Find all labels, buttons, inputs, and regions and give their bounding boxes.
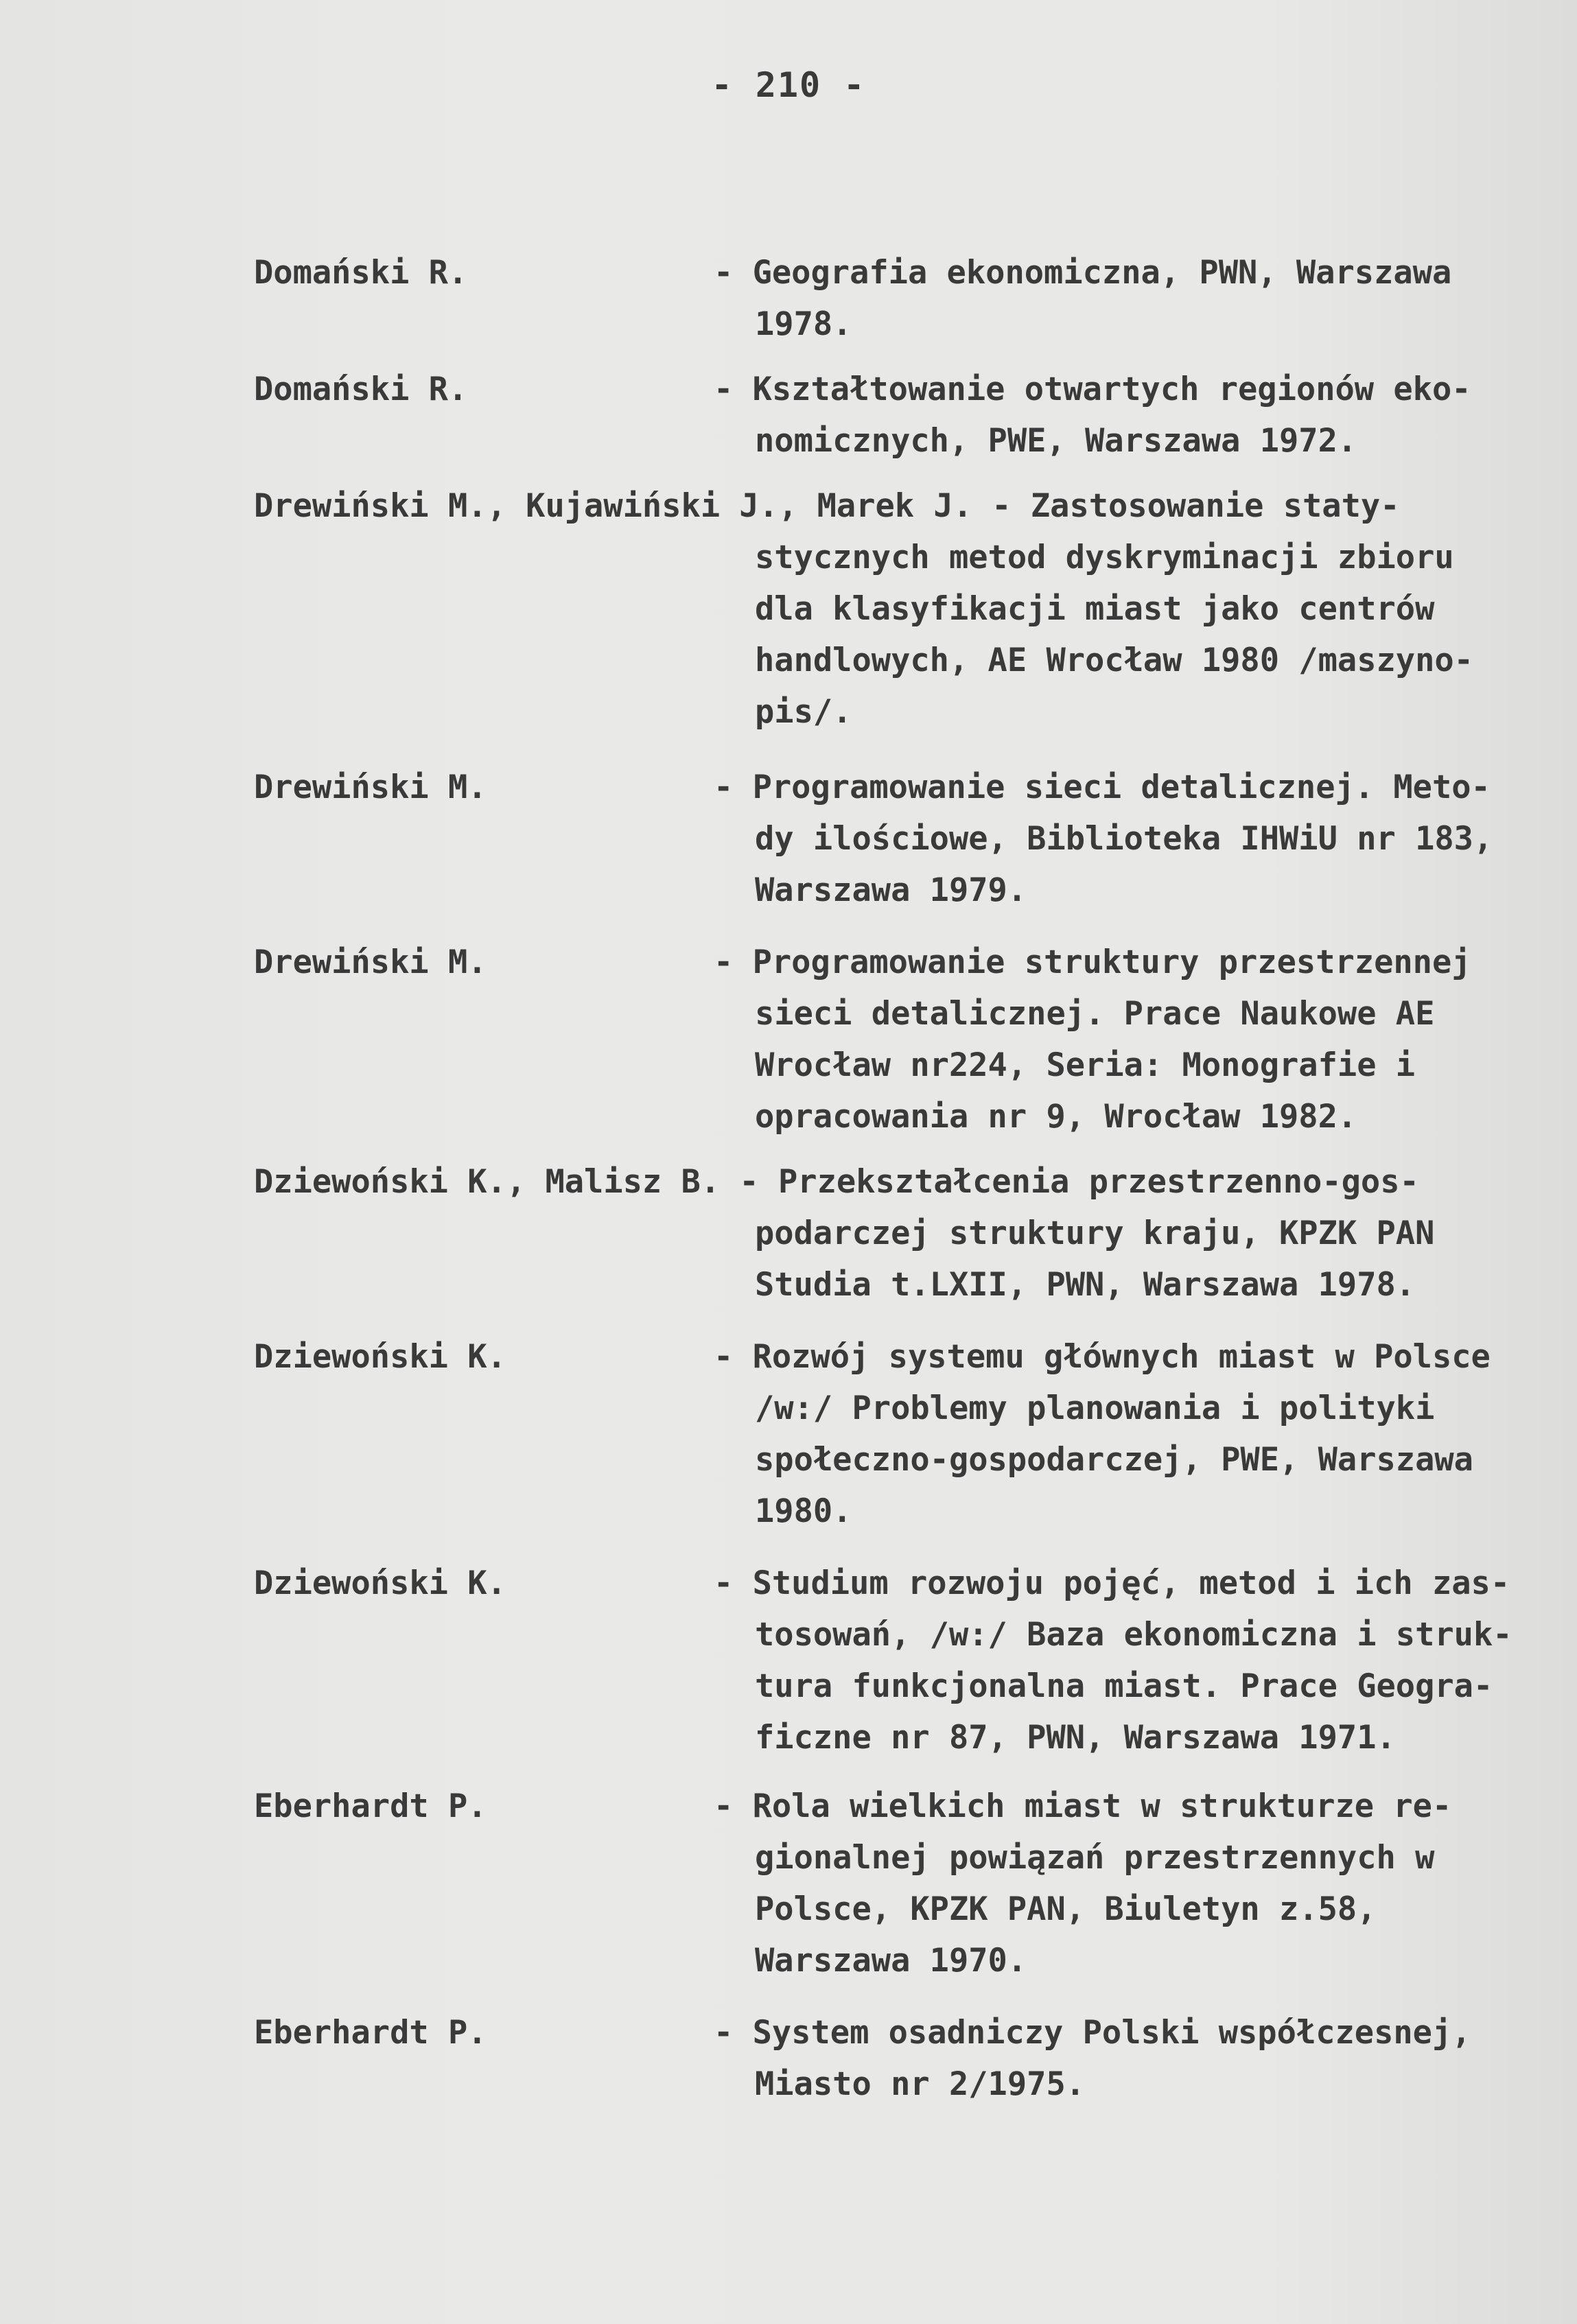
reference-line: społeczno-gospodarczej, PWE, Warszawa <box>755 1441 1473 1479</box>
entry-author: Drewiński M. <box>254 768 487 806</box>
reference-line: - Kształtowanie otwartych regionów eko- <box>714 371 1471 408</box>
reference-line: - Programowanie sieci detalicznej. Meto- <box>714 768 1491 806</box>
reference-line: Warszawa 1970. <box>755 1942 1027 1980</box>
reference-line: stycznych metod dyskryminacji zbioru <box>755 539 1454 576</box>
entry-author: Dziewoński K., Malisz B. <box>254 1163 721 1201</box>
reference-line: dla klasyfikacji miast jako centrów <box>755 590 1435 628</box>
entry-author: Eberhardt P. <box>254 2014 487 2052</box>
reference-line: Polsce, KPZK PAN, Biuletyn z.58, <box>755 1890 1377 1928</box>
entry-reference <box>714 937 1577 1142</box>
reference-line: tura funkcjonalna miast. Prace Geogra- <box>755 1667 1493 1705</box>
reference-line: - System osadniczy Polski współczesnej, <box>714 2014 1471 2052</box>
reference-line: - Programowanie struktury przestrzennej <box>714 943 1471 981</box>
reference-line: Studia t.LXII, PWN, Warszawa 1978. <box>755 1266 1416 1304</box>
reference-line: 1978. <box>755 305 852 343</box>
reference-line: /w:/ Problemy planowania i polityki <box>755 1389 1435 1427</box>
reference-line: - Rola wielkich miast w strukturze re- <box>714 1787 1452 1825</box>
entry-reference <box>714 2007 1577 2110</box>
reference-line: ficzne nr 87, PWN, Warszawa 1971. <box>755 1719 1396 1757</box>
reference-line: handlowych, AE Wrocław 1980 /maszyno- <box>755 642 1473 679</box>
reference-line: opracowania nr 9, Wrocław 1982. <box>755 1098 1357 1136</box>
reference-line <box>254 1156 1558 1208</box>
reference-line <box>254 480 1558 532</box>
reference-line-text: - Zastosowanie staty- <box>992 487 1400 525</box>
entry-reference <box>714 364 1577 467</box>
entry-reference <box>714 247 1577 350</box>
entry-author: Eberhardt P. <box>254 1787 487 1825</box>
entry-reference <box>714 1558 1577 1763</box>
entry-author: Drewiński M., Kujawiński J., Marek J. <box>254 487 972 525</box>
reference-line: podarczej struktury kraju, KPZK PAN <box>755 1214 1435 1252</box>
reference-line: - Geografia ekonomiczna, PWN, Warszawa <box>714 254 1452 292</box>
entry-reference <box>254 480 1558 738</box>
reference-line: nomicznych, PWE, Warszawa 1972. <box>755 422 1357 460</box>
entry-author: Domański R. <box>254 371 468 408</box>
entry-reference <box>714 1781 1577 1986</box>
reference-line: pis/. <box>755 693 852 731</box>
entry-author: Domański R. <box>254 254 468 292</box>
entry-author: Drewiński M. <box>254 943 487 981</box>
reference-line: - Studium rozwoju pojęć, metod i ich zas- <box>714 1564 1510 1602</box>
reference-line: Miasto nr 2/1975. <box>755 2065 1086 2103</box>
entry-reference <box>714 762 1577 916</box>
reference-line: sieci detalicznej. Prace Naukowe AE <box>755 995 1435 1033</box>
entry-reference <box>714 1331 1577 1537</box>
reference-line: Warszawa 1979. <box>755 871 1027 909</box>
reference-line: gionalnej powiązań przestrzennych w <box>755 1839 1435 1877</box>
reference-line: Wrocław nr224, Seria: Monografie i <box>755 1046 1416 1084</box>
entry-author: Dziewoński K. <box>254 1338 506 1376</box>
reference-line-text: - Przekształcenia przestrzenno-gos- <box>739 1163 1419 1201</box>
page-number: - 210 - <box>711 65 866 105</box>
reference-line: 1980. <box>755 1492 852 1530</box>
reference-line: dy ilościowe, Biblioteka IHWiU nr 183, <box>755 820 1493 858</box>
entry-author: Dziewoński K. <box>254 1564 506 1602</box>
reference-line: tosowań, /w:/ Baza ekonomiczna i struk- <box>755 1616 1512 1654</box>
reference-line: - Rozwój systemu głównych miast w Polsce <box>714 1338 1491 1376</box>
entry-reference <box>254 1156 1558 1311</box>
